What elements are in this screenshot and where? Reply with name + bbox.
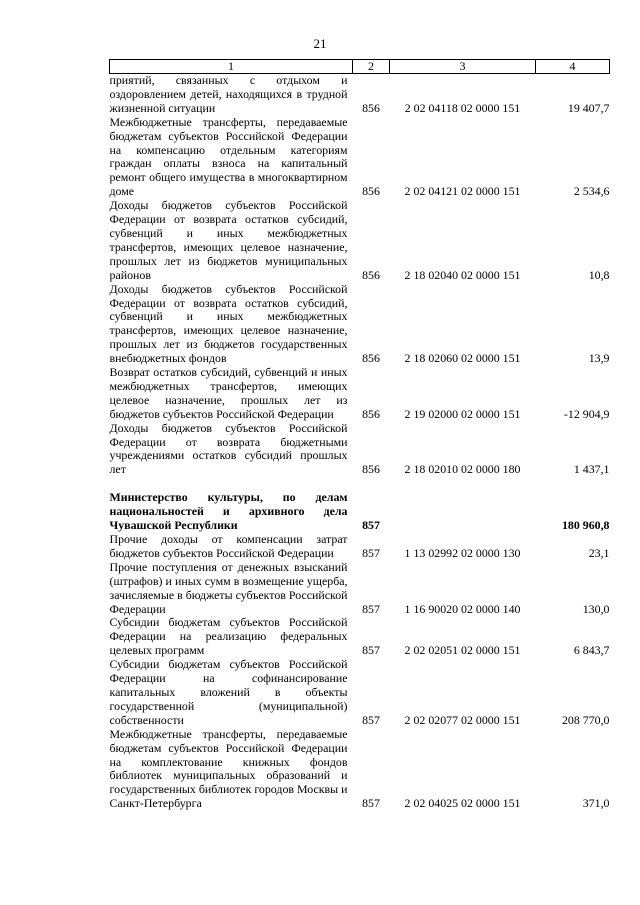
name-cell: Прочие доходы от компенсации затрат бюджетов субъектов Российской Федерации — [109, 532, 348, 560]
revenue-code-cell: 2 18 02040 02 0000 151 — [404, 267, 521, 282]
amount-cell: 371,0 — [582, 796, 610, 811]
admin-code-cell: 856 — [362, 406, 380, 421]
amount-cell: 13,9 — [588, 351, 610, 366]
table-row — [110, 728, 610, 811]
column-header-1: 1 — [110, 60, 353, 74]
amount-cell: 130,0 — [582, 601, 610, 616]
revenue-code-cell: 2 02 02077 02 0000 151 — [404, 712, 521, 727]
revenue-table — [109, 59, 610, 811]
revenue-code-cell: 2 19 02000 02 0000 151 — [404, 406, 521, 421]
admin-code-cell: 857 — [362, 518, 380, 533]
revenue-code-cell: 2 02 02051 02 0000 151 — [404, 643, 521, 658]
table-row — [110, 199, 610, 282]
revenue-code-cell: 2 02 04121 02 0000 151 — [404, 184, 521, 199]
table-section-row — [110, 491, 610, 533]
admin-code-cell: 856 — [362, 184, 380, 199]
amount-cell: -12 904,9 — [563, 406, 610, 421]
table-row — [110, 658, 610, 728]
revenue-code-cell: 2 02 04118 02 0000 151 — [404, 100, 521, 115]
admin-code-cell: 856 — [362, 462, 380, 477]
table-row — [110, 74, 610, 116]
name-cell: Субсидии бюджетам субъектов Российской Федерации на реализацию федеральных целевых программ — [109, 615, 348, 658]
admin-code-cell: 857 — [362, 545, 380, 560]
column-header-2: 2 — [353, 60, 390, 74]
amount-cell: 208 770,0 — [561, 712, 610, 727]
name-cell: Возврат остатков субсидий, субвенций и иных межбюджетных трансфертов, имеющих целевое назначение, прошлых лет из бюджетов субъектов Российской Федерации — [109, 365, 348, 421]
table-row — [110, 533, 610, 561]
admin-code-cell: 857 — [362, 796, 380, 811]
amount-cell: 1 437,1 — [573, 462, 610, 477]
admin-code-cell: 857 — [362, 601, 380, 616]
name-cell: Доходы бюджетов субъектов Российской Федерации от возврата остатков субсидий, субвенций и иных межбюджетных трансфертов, имеющих целевое назначение, прошлых лет из бюджетов муниципальных районов — [109, 198, 348, 282]
revenue-code-cell: 2 18 02010 02 0000 180 — [404, 462, 521, 477]
amount-cell: 2 534,6 — [573, 184, 610, 199]
admin-code-cell: 856 — [362, 351, 380, 366]
name-cell: приятий, связанных с отдыхом и оздоровлением детей, находящихся в трудной жизненной ситуации — [109, 73, 348, 115]
table-spacer-row — [110, 477, 610, 491]
table-body — [110, 74, 610, 812]
table-row — [110, 616, 610, 658]
amount-cell: 23,1 — [588, 545, 610, 560]
amount-cell: 180 960,8 — [561, 518, 610, 533]
name-cell: Прочие поступления от денежных взысканий (штрафов) и иных сумм в возмещение ущерба, зачисляемые в бюджеты субъектов Российской Федерации — [109, 559, 348, 616]
admin-code-cell: 857 — [362, 643, 380, 658]
column-header-3: 3 — [390, 60, 536, 74]
name-cell: Межбюджетные трансферты, передаваемые бюджетам субъектов Российской Федерации на компенсацию отдельным категориям граждан оплаты взноса на капитальный ремонт общего имущества в многоквартирном доме — [109, 114, 348, 199]
name-cell: Министерство культуры, по делам национальностей и архивного дела Чувашской Республики — [109, 490, 348, 533]
revenue-code-cell: 2 02 04025 02 0000 151 — [404, 796, 521, 811]
page-number: 21 — [313, 36, 327, 51]
revenue-code-cell — [390, 491, 536, 533]
table-row — [110, 366, 610, 422]
name-cell: Субсидии бюджетам субъектов Российской Федерации на софинансирование капитальных вложений в объекты государственной (муниципальной) собственности — [109, 657, 348, 727]
name-cell: Доходы бюджетов субъектов Российской Федерации от возврата остатков субсидий, субвенций и иных межбюджетных трансфертов, имеющих целевое назначение, прошлых лет из бюджетов государственных внебюджетных фондов — [109, 281, 348, 366]
revenue-code-cell: 1 16 90020 02 0000 140 — [404, 601, 521, 616]
amount-cell: 19 407,7 — [567, 100, 610, 115]
admin-code-cell: 856 — [362, 100, 380, 115]
name-cell: Доходы бюджетов субъектов Российской Федерации от возврата бюджетными учреждениями остатков субсидий прошлых лет — [109, 420, 348, 477]
amount-cell: 10,8 — [588, 267, 610, 282]
name-cell: Межбюджетные трансферты, передаваемые бюджетам субъектов Российской Федерации на комплектование книжных фондов библиотек муниципальных образований и государственных библиотек городов Москвы и Санкт-Петербурга — [109, 726, 348, 811]
table-row — [110, 116, 610, 199]
table-row — [110, 561, 610, 617]
admin-code-cell: 857 — [362, 712, 380, 727]
revenue-code-cell: 1 13 02992 02 0000 130 — [404, 545, 521, 560]
table-header-row — [110, 60, 610, 74]
spacer-cell — [110, 477, 610, 491]
table-row — [110, 283, 610, 366]
column-header-4: 4 — [536, 60, 610, 74]
revenue-code-cell: 2 18 02060 02 0000 151 — [404, 351, 521, 366]
amount-cell: 6 843,7 — [573, 643, 610, 658]
table-row — [110, 422, 610, 478]
admin-code-cell: 856 — [362, 267, 380, 282]
